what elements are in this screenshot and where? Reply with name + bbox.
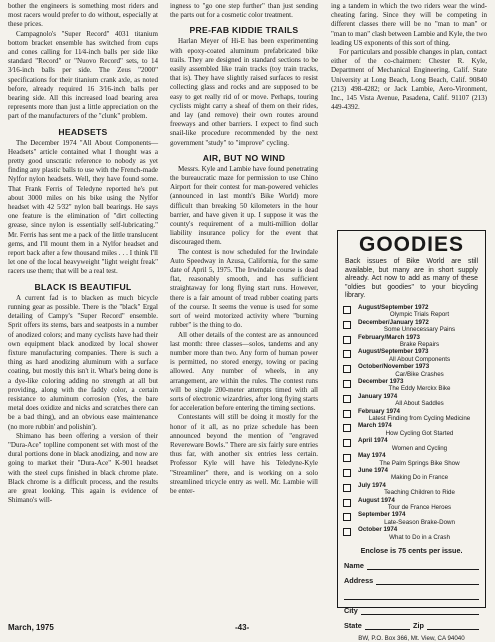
paragraph: Harlan Meyer of Hi-E has been experimenting with epoxy-coated aluminum prefabricated bike trails. They are designed in standard sections to be easily assembled like train tracks (toy train tracks, that is). They have slightly raised surfaces to resist collecting glass and rocks and are supposed to be easy to get really rid of or move. Perhaps, touring cyclists might carry a sheaf of them on their rides, and lay (and remove) their own routes around freeways and other barriers. I expect to find such snail-like procedure recommended by the next government "study" to "improve" cycling.: [170, 37, 318, 147]
back-issue-item[interactable]: [343, 393, 481, 408]
issue-title: Making Do in France: [390, 474, 449, 482]
section-heading-air-but-no-wind: AIR, BUT NO WIND: [202, 152, 286, 163]
paragraph: All other details of the contest are as announced last month: three classes—solos, tandems and any number more than two. Any form of human power is permitted, no stored energy, towing or pacing allowed. Any number of wheels, in any arrangement, are within the rules. The contest runs will be single 200-meter attempts timed with all sorts of electronic wizardries, after long flying starts for acceleration before entering the timing sections.: [170, 330, 318, 413]
issue-checkbox[interactable]: [343, 350, 351, 358]
back-issue-item[interactable]: [343, 319, 481, 334]
city-label: City: [344, 605, 358, 615]
paragraph: Messrs. Kyle and Lambie have found penetrating the bureaucratic maze for permission to use Chino Airport for their contest for man-powered vehicles (announced in last month's Bike World) more difficult than breaking 50 kilometers in the hour barrier, and have given it up. I suppose it was the county's requirement of a multi-million dollar liability insurance policy for the event that discouraged them.: [170, 164, 318, 247]
issue-date: March 1974: [358, 422, 392, 430]
back-issue-list: [338, 304, 485, 541]
paragraph: Campagnolo's "Super Record" 4031 titanium bottom bracket ensemble has switched from cups and cones calling for 11⁄4-inch balls per side like standard "Record" or "Nuovo Record" sets, to 14 3⁄16-inch balls per side. The Zeus "2000" specifications for their titanium crank axle, as noted before, already required 16 3⁄16-inch balls per bearing side. All this increased load bearing area represents more than just a little appreciation on the part of the manufacturers of the "clunk" problem.: [8, 29, 158, 121]
paragraph: The contest is now scheduled for the Irwindale Auto Speedway in Azusa, California, for the same date of April 5, 1975. The Irwindale course is dead flat, reasonably smooth, and has sufficient straightaway for long flying start runs. However, there is a fair amount of tread rubber coating parts of the course. It seems the venue is used for some sort of weird motorized activity where "burning rubber" is the thing to do.: [170, 247, 318, 330]
issue-title: Tour de France Heroes: [387, 503, 452, 511]
back-issue-item[interactable]: [343, 378, 481, 393]
issue-title: Women and Cycling: [391, 444, 448, 452]
paragraph: ing a tandem in which the two riders wear the wind-cheating faring. Since they will be competing in different classes there will be no "man to man" or "man to man" clash between Lambie and Kyle, the two leading US exponents of this sort of thing.: [331, 2, 487, 47]
page-number: -43-: [235, 623, 250, 632]
issue-date: December/January 1972: [358, 318, 429, 326]
issue-title: Olympic Trials Report: [389, 311, 450, 319]
issue-text: [358, 422, 481, 437]
issue-checkbox[interactable]: [343, 439, 351, 447]
issue-title: Teaching Children to Ride: [384, 489, 455, 497]
section-heading-black-is-beautiful: BLACK IS BEAUTIFUL: [34, 281, 132, 292]
issue-date: June 1974: [358, 466, 388, 474]
issue-checkbox[interactable]: [343, 499, 351, 507]
column-3: [331, 2, 487, 112]
issue-checkbox[interactable]: [343, 395, 351, 403]
back-issue-item[interactable]: [343, 497, 481, 512]
issue-text: [358, 408, 481, 423]
goodies-order-form: [337, 230, 486, 642]
issue-checkbox[interactable]: [343, 380, 351, 388]
address-line-2[interactable]: [344, 591, 479, 600]
paragraph: Contestants will still be doing it mostly for the honor of it all, as no prize schedule has been announced beyond the mention of "engraved Revereware Bowls." There are six fairly sure entries thus far, with another six entries less certain. Professor Kyle will have his Teledyne-Kyle "Streamliner" there, and is working on a solo streamlined tricycle entry as well. Mr. Lambie will be enter-: [170, 413, 318, 495]
paragraph: For particulars and possible changes in plan, contact either of the co-chairmen: Chester R. Kyle, Department of Mechanical Engineering, Calif. State University at Long Beach, Long Beach, Calif. 90840 (213) 498-4282; or Jack Lambie, Aero-Vironment, Inc., 145 Vista Avenue, Pasadena, Calif. 91107 (213) 449-4392.: [331, 48, 487, 112]
paragraph: ingness to "go one step further" than just sending the parts out for a cosmetic color treatment.: [170, 2, 318, 20]
goodies-intro: Back issues of Bike World are still available, but many are in short supply already. Act now to add as many of these "oldies but goodies" to your bicycling library.: [345, 258, 478, 300]
name-field[interactable]: [344, 561, 479, 570]
issue-checkbox[interactable]: [343, 321, 351, 329]
back-issue-item[interactable]: [343, 467, 481, 482]
address-label: Address: [344, 575, 374, 585]
back-issue-item[interactable]: [343, 334, 481, 349]
goodies-title: GOODIES: [358, 233, 465, 256]
state-label: State: [344, 620, 362, 630]
issue-date: March, 1975: [8, 623, 54, 632]
section-heading-prefab-kiddie-trails: PRE-FAB KIDDIE TRAILS: [189, 25, 299, 36]
name-line[interactable]: [367, 561, 479, 570]
issue-title: The Palm Springs Bike Show: [379, 459, 460, 467]
city-field[interactable]: [344, 606, 479, 615]
issue-title: Late-Season Brake-Down: [384, 518, 455, 526]
back-issue-item[interactable]: [343, 526, 481, 541]
back-issue-item[interactable]: [343, 511, 481, 526]
issue-date: September 1974: [358, 511, 406, 519]
back-issue-item[interactable]: [343, 348, 481, 363]
issue-checkbox[interactable]: [343, 336, 351, 344]
column-2: [170, 2, 318, 496]
issue-date: December 1973: [358, 378, 404, 386]
issue-text: [358, 319, 481, 334]
issue-date: February 1974: [358, 407, 400, 415]
issue-title: How Cycling Got Started: [385, 429, 454, 437]
paragraph: The December 1974 "All About Components—Headsets" article contained what I thought was a pretty good unscratic reference to nobody as yet finding any plastic balls to use with the French-made Nylfor nylon headsets. Well, they have found some. That Frank Ferris of Teledyne reported he's put about 3000 miles on his bike using the Nylfor headset with 42 5⁄32" nylon ball bearings. He says one feature is the elimination of "dirt collecting grease, since nylon is essentially self-lubricating." Mr. Ferris has sent me a pack of the little translucent gems, and I'll mount them in a Nylfor headset and report back after a few thousand miles . . . I think I'll let one of the local heavyweight "light weight freak" racers use them; that will be a real test.: [8, 138, 158, 276]
issue-date: February/March 1973: [358, 333, 420, 341]
issue-date: April 1974: [358, 437, 388, 445]
issue-text: [358, 378, 481, 393]
issue-text: [358, 363, 481, 378]
back-issue-item[interactable]: [343, 422, 481, 437]
issue-title: Latest Finding from Cycling Medicine: [368, 415, 471, 423]
issue-text: [358, 497, 481, 512]
state-line[interactable]: [365, 621, 410, 630]
issue-checkbox[interactable]: [343, 410, 351, 418]
issue-text: [358, 304, 481, 319]
issue-date: October 1974: [358, 526, 398, 534]
price-note: Enclose is 75 cents per issue.: [360, 545, 463, 555]
back-issue-item[interactable]: [343, 304, 481, 319]
state-zip-field[interactable]: [344, 621, 479, 630]
back-issue-item[interactable]: [343, 363, 481, 378]
paragraph: bother the engineers is something most riders and most racers would prefer to do without, especially at these prices.: [8, 2, 158, 29]
issue-title: The Eddy Merckx Bike: [388, 385, 451, 393]
issue-text: [358, 348, 481, 363]
issue-checkbox[interactable]: [343, 306, 351, 314]
issue-title: Some Unnecessary Pains: [383, 326, 456, 334]
issue-date: August 1974: [358, 496, 395, 504]
section-heading-headsets: HEADSETS: [58, 126, 108, 137]
issue-text: [358, 437, 481, 452]
issue-date: August/September 1972: [358, 303, 429, 311]
issue-checkbox[interactable]: [343, 528, 351, 536]
zip-line[interactable]: [427, 621, 479, 630]
column-1: [8, 2, 158, 505]
name-label: Name: [344, 560, 364, 570]
issue-checkbox[interactable]: [343, 454, 351, 462]
issue-title: All About Components: [388, 355, 451, 363]
issue-checkbox[interactable]: [343, 469, 351, 477]
issue-date: July 1974: [358, 481, 386, 489]
back-issue-item[interactable]: [343, 408, 481, 423]
issue-checkbox[interactable]: [343, 513, 351, 521]
mailing-address: BW, P.O. Box 366, Mt. View, CA 94040: [358, 634, 465, 642]
issue-checkbox[interactable]: [343, 484, 351, 492]
issue-title: Car/Bike Crashes: [395, 370, 444, 378]
back-issue-item[interactable]: [343, 437, 481, 452]
issue-text: [358, 482, 481, 497]
back-issue-item[interactable]: [343, 452, 481, 467]
zip-label: Zip: [413, 620, 424, 630]
paragraph: Shimano has been offering a version of their "Dura-Ace" toplline component set with most of the dural portions done in black anodizing, and now are going to market their "Dura-Ace" K-901 headset with the steel cups finished in black chrome plate. Black chrome is a difficult process, and the results are great looking. This again is evidence of Shimano's will-: [8, 431, 158, 505]
issue-title: What to Do in a Crash: [389, 533, 450, 541]
back-issue-item[interactable]: [343, 482, 481, 497]
issue-date: October/November 1973: [358, 363, 430, 371]
issue-date: January 1974: [358, 392, 398, 400]
issue-text: [358, 511, 481, 526]
address-field[interactable]: [344, 576, 479, 585]
issue-checkbox[interactable]: [343, 424, 351, 432]
address-field-2[interactable]: [344, 591, 479, 600]
city-line[interactable]: [361, 606, 479, 615]
issue-date: May 1974: [358, 452, 386, 460]
issue-text: [358, 467, 481, 482]
issue-title: Brake Repairs: [399, 341, 440, 348]
issue-text: [358, 526, 481, 541]
issue-title: All About Saddles: [395, 400, 444, 408]
issue-text: [358, 452, 481, 467]
issue-text: [358, 393, 481, 408]
issue-checkbox[interactable]: [343, 365, 351, 373]
issue-text: [358, 334, 481, 349]
issue-date: August/September 1973: [358, 348, 429, 356]
address-line[interactable]: [376, 576, 479, 585]
paragraph: A current fad is to blacken as much bicycle running gear as possible. There is the "black" Ergal detailing of Campy's "Super Record" ensemble. Sprit offers its stems, bars and seatposts in a number of anodized colors; and many cyclists have had their own equipment black anodized by local shower fixture manufacturing companies. There is such a thing as hard anodizing aluminum with a surface coating, but mostly this isn't it. What's being done is a dye-like coloring adding no strength at all but providing, along with the faddy color, a certain resistance to aluminum corrosion (Yes, the bare metal does oxidize and nicks and scratches there can be a bad thing), and an obvious ease maintenance (no more rubbin' and polishin').: [8, 293, 158, 431]
